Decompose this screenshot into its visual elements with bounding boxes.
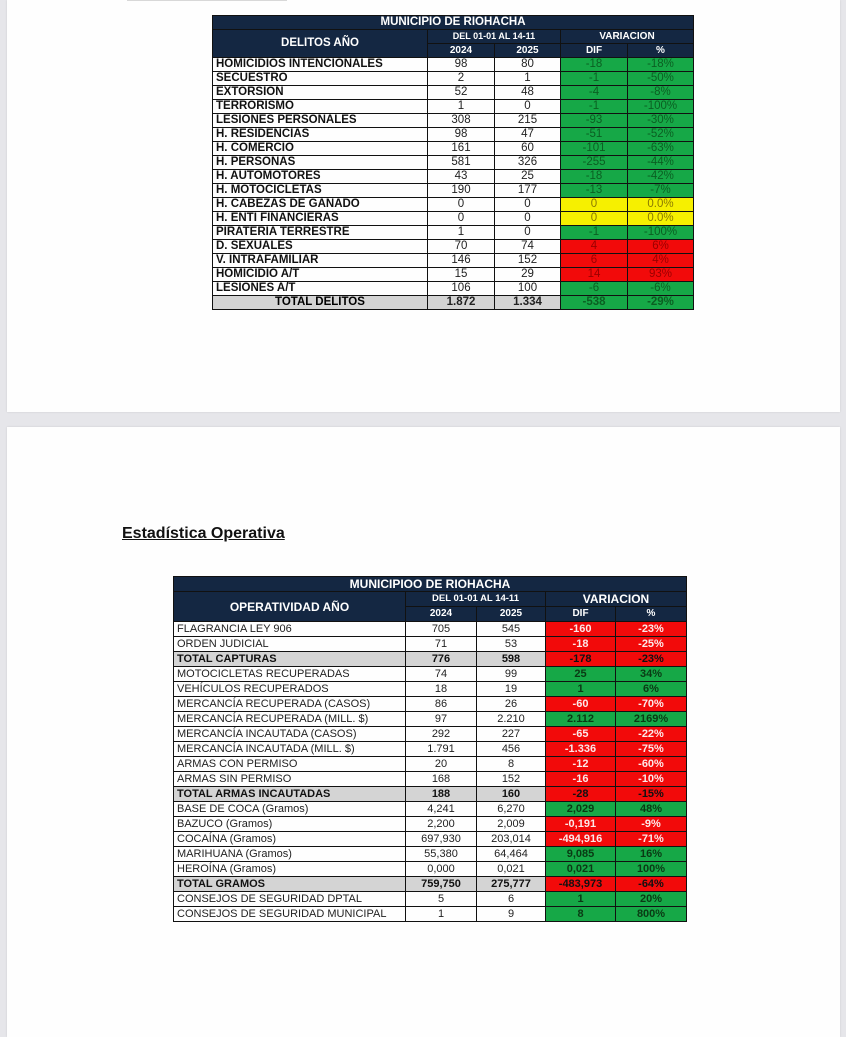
- value-2025: 227: [477, 727, 546, 742]
- value-2024: 18: [406, 682, 477, 697]
- table-row: [213, 100, 694, 114]
- value-dif: -13: [561, 184, 628, 198]
- row-label: TOTAL GRAMOS: [174, 877, 406, 892]
- value-dif: 0: [561, 212, 628, 226]
- value-2024: 86: [406, 697, 477, 712]
- value-2024: 4,241: [406, 802, 477, 817]
- table-row: [213, 170, 694, 184]
- period-header: DEL 01-01 AL 14-11: [406, 592, 546, 607]
- value-dif: 14: [561, 268, 628, 282]
- value-pct: -25%: [616, 637, 687, 652]
- table-row: [213, 58, 694, 72]
- value-2024: 0: [428, 198, 495, 212]
- value-2024: 1.872: [428, 296, 495, 310]
- value-pct: -22%: [616, 727, 687, 742]
- row-label: D. SEXUALES: [213, 240, 428, 254]
- value-2025: 2.210: [477, 712, 546, 727]
- document-page-1: [7, 0, 840, 412]
- table-row: [174, 817, 687, 832]
- table-row: [213, 114, 694, 128]
- table-row: [213, 156, 694, 170]
- table-row: [174, 637, 687, 652]
- value-pct: -70%: [616, 697, 687, 712]
- row-label: MOTOCICLETAS RECUPERADAS: [174, 667, 406, 682]
- table-row: [174, 847, 687, 862]
- col-2024-header: 2024: [428, 44, 495, 58]
- value-2024: 15: [428, 268, 495, 282]
- value-2025: 53: [477, 637, 546, 652]
- value-2024: 168: [406, 772, 477, 787]
- value-pct: 16%: [616, 847, 687, 862]
- table-row: [213, 198, 694, 212]
- value-2024: 55,380: [406, 847, 477, 862]
- value-2024: 70: [428, 240, 495, 254]
- value-2025: 545: [477, 622, 546, 637]
- page-edge-line: [127, 0, 287, 1]
- row-label: CONSEJOS DE SEGURIDAD MUNICIPAL: [174, 907, 406, 922]
- value-2025: 47: [495, 128, 561, 142]
- value-dif: -101: [561, 142, 628, 156]
- table-row: [174, 667, 687, 682]
- value-2025: 152: [477, 772, 546, 787]
- value-2024: 20: [406, 757, 477, 772]
- value-2024: 759,750: [406, 877, 477, 892]
- value-2025: 215: [495, 114, 561, 128]
- value-pct: -52%: [628, 128, 694, 142]
- value-2025: 29: [495, 268, 561, 282]
- row-label: H. RESIDENCIAS: [213, 128, 428, 142]
- value-2024: 697,930: [406, 832, 477, 847]
- total-row: [174, 787, 687, 802]
- row-label: HOMICIDIO A/T: [213, 268, 428, 282]
- value-2025: 177: [495, 184, 561, 198]
- section-heading: Estadística Operativa: [122, 525, 285, 542]
- value-dif: 2,029: [546, 802, 616, 817]
- value-2025: 100: [495, 282, 561, 296]
- table-row: [174, 907, 687, 922]
- table-row: [213, 212, 694, 226]
- value-dif: -483,973: [546, 877, 616, 892]
- value-2025: 26: [477, 697, 546, 712]
- table-row: [213, 282, 694, 296]
- value-pct: 2169%: [616, 712, 687, 727]
- value-2025: 275,777: [477, 877, 546, 892]
- table-title: MUNICIPIO DE RIOHACHA: [213, 16, 694, 30]
- value-2025: 80: [495, 58, 561, 72]
- value-pct: -50%: [628, 72, 694, 86]
- value-dif: -1: [561, 72, 628, 86]
- value-2025: 598: [477, 652, 546, 667]
- value-dif: -12: [546, 757, 616, 772]
- value-2024: 581: [428, 156, 495, 170]
- value-2025: 0,021: [477, 862, 546, 877]
- value-2024: 705: [406, 622, 477, 637]
- period-header: DEL 01-01 AL 14-11: [428, 30, 561, 44]
- table-row: [174, 712, 687, 727]
- value-dif: -255: [561, 156, 628, 170]
- value-2024: 2: [428, 72, 495, 86]
- value-pct: 48%: [616, 802, 687, 817]
- value-dif: -538: [561, 296, 628, 310]
- col-2025-header: 2025: [477, 607, 546, 622]
- row-label: HOMICIDIOS INTENCIONALES: [213, 58, 428, 72]
- value-dif: -28: [546, 787, 616, 802]
- value-pct: -42%: [628, 170, 694, 184]
- value-2024: 188: [406, 787, 477, 802]
- value-2024: 52: [428, 86, 495, 100]
- table-row: [213, 86, 694, 100]
- value-2025: 160: [477, 787, 546, 802]
- variation-header: VARIACION: [561, 30, 694, 44]
- value-dif: -18: [561, 170, 628, 184]
- value-dif: -18: [546, 637, 616, 652]
- value-dif: 2.112: [546, 712, 616, 727]
- table-row: [213, 226, 694, 240]
- value-pct: -63%: [628, 142, 694, 156]
- value-pct: -30%: [628, 114, 694, 128]
- value-pct: -100%: [628, 226, 694, 240]
- value-dif: -1: [561, 100, 628, 114]
- value-2024: 161: [428, 142, 495, 156]
- value-dif: -1.336: [546, 742, 616, 757]
- value-2024: 1: [406, 907, 477, 922]
- value-2024: 43: [428, 170, 495, 184]
- table-row: [174, 742, 687, 757]
- row-label: TOTAL DELITOS: [213, 296, 428, 310]
- col-pct-header: %: [616, 607, 687, 622]
- value-2024: 106: [428, 282, 495, 296]
- value-pct: -6%: [628, 282, 694, 296]
- table-row: [174, 892, 687, 907]
- col-dif-header: DIF: [546, 607, 616, 622]
- row-label: H. COMERCIO: [213, 142, 428, 156]
- value-pct: 20%: [616, 892, 687, 907]
- value-dif: -178: [546, 652, 616, 667]
- value-dif: -65: [546, 727, 616, 742]
- value-2025: 456: [477, 742, 546, 757]
- table-row: [213, 142, 694, 156]
- table-row: [174, 862, 687, 877]
- value-dif: 0,021: [546, 862, 616, 877]
- table-row: [174, 727, 687, 742]
- row-label: PIRATERIA TERRESTRE: [213, 226, 428, 240]
- value-2025: 60: [495, 142, 561, 156]
- value-pct: -10%: [616, 772, 687, 787]
- value-pct: 6%: [616, 682, 687, 697]
- value-2025: 74: [495, 240, 561, 254]
- row-label: EXTORSION: [213, 86, 428, 100]
- row-label: SECUESTRO: [213, 72, 428, 86]
- value-2024: 1: [428, 226, 495, 240]
- value-2024: 71: [406, 637, 477, 652]
- value-pct: -7%: [628, 184, 694, 198]
- row-label: LESIONES PERSONALES: [213, 114, 428, 128]
- table-row: [174, 757, 687, 772]
- value-pct: -8%: [628, 86, 694, 100]
- value-2025: 25: [495, 170, 561, 184]
- value-dif: -0,191: [546, 817, 616, 832]
- value-2024: 1.791: [406, 742, 477, 757]
- row-label: ARMAS CON PERMISO: [174, 757, 406, 772]
- row-label: LESIONES A/T: [213, 282, 428, 296]
- value-dif: 1: [546, 892, 616, 907]
- value-2024: 190: [428, 184, 495, 198]
- value-dif: 0: [561, 198, 628, 212]
- table-row: [174, 622, 687, 637]
- value-pct: -75%: [616, 742, 687, 757]
- table-row: [213, 268, 694, 282]
- operatividad-table: [173, 576, 687, 922]
- value-dif: -60: [546, 697, 616, 712]
- row-label: BASE DE COCA (Gramos): [174, 802, 406, 817]
- row-label: MERCANCÍA RECUPERADA (MILL. $): [174, 712, 406, 727]
- value-2024: 98: [428, 58, 495, 72]
- table-row: [213, 254, 694, 268]
- value-dif: 9,085: [546, 847, 616, 862]
- value-2024: 308: [428, 114, 495, 128]
- value-pct: -44%: [628, 156, 694, 170]
- value-dif: 6: [561, 254, 628, 268]
- total-row: [213, 296, 694, 310]
- row-label: TOTAL ARMAS INCAUTADAS: [174, 787, 406, 802]
- value-2024: 146: [428, 254, 495, 268]
- value-2025: 2,009: [477, 817, 546, 832]
- value-dif: -1: [561, 226, 628, 240]
- value-dif: -494,916: [546, 832, 616, 847]
- row-label: H. ENTI FINANCIERAS: [213, 212, 428, 226]
- value-pct: -64%: [616, 877, 687, 892]
- table-title: MUNICIPIOO DE RIOHACHA: [174, 577, 687, 592]
- value-pct: -100%: [628, 100, 694, 114]
- value-2025: 48: [495, 86, 561, 100]
- value-dif: -51: [561, 128, 628, 142]
- row-label: ORDEN JUDICIAL: [174, 637, 406, 652]
- value-dif: -16: [546, 772, 616, 787]
- document-page-2: [7, 427, 840, 1037]
- total-row: [174, 652, 687, 667]
- total-row: [174, 877, 687, 892]
- col-2025-header: 2025: [495, 44, 561, 58]
- value-dif: -4: [561, 86, 628, 100]
- row-label: MERCANCÍA INCAUTADA (CASOS): [174, 727, 406, 742]
- value-2025: 6,270: [477, 802, 546, 817]
- row-label: MERCANCÍA RECUPERADA (CASOS): [174, 697, 406, 712]
- value-2024: 74: [406, 667, 477, 682]
- row-label: ARMAS SIN PERMISO: [174, 772, 406, 787]
- value-2025: 64,464: [477, 847, 546, 862]
- table-row: [213, 240, 694, 254]
- value-2024: 292: [406, 727, 477, 742]
- table-row: [174, 682, 687, 697]
- col-pct-header: %: [628, 44, 694, 58]
- value-2025: 1: [495, 72, 561, 86]
- value-2025: 0: [495, 212, 561, 226]
- row-label: BAZUCO (Gramos): [174, 817, 406, 832]
- value-2024: 1: [428, 100, 495, 114]
- value-2024: 5: [406, 892, 477, 907]
- col-dif-header: DIF: [561, 44, 628, 58]
- table-row: [174, 697, 687, 712]
- value-dif: 4: [561, 240, 628, 254]
- value-pct: 100%: [616, 862, 687, 877]
- value-2025: 152: [495, 254, 561, 268]
- value-pct: 4%: [628, 254, 694, 268]
- row-label: H. MOTOCICLETAS: [213, 184, 428, 198]
- table-row: [213, 184, 694, 198]
- value-2024: 0: [428, 212, 495, 226]
- value-pct: 800%: [616, 907, 687, 922]
- row-label: COCAÍNA (Gramos): [174, 832, 406, 847]
- delitos-table: [212, 15, 694, 310]
- value-pct: 6%: [628, 240, 694, 254]
- table-row: [174, 772, 687, 787]
- value-2025: 99: [477, 667, 546, 682]
- value-2025: 6: [477, 892, 546, 907]
- row-label: TOTAL CAPTURAS: [174, 652, 406, 667]
- value-pct: -23%: [616, 622, 687, 637]
- value-pct: -60%: [616, 757, 687, 772]
- value-2025: 9: [477, 907, 546, 922]
- row-label: HEROÍNA (Gramos): [174, 862, 406, 877]
- value-pct: -29%: [628, 296, 694, 310]
- value-dif: -18: [561, 58, 628, 72]
- value-dif: -160: [546, 622, 616, 637]
- value-pct: -71%: [616, 832, 687, 847]
- row-header: DELITOS AÑO: [213, 30, 428, 58]
- row-label: H. PERSONAS: [213, 156, 428, 170]
- row-label: FLAGRANCIA LEY 906: [174, 622, 406, 637]
- value-2025: 0: [495, 100, 561, 114]
- value-2025: 203,014: [477, 832, 546, 847]
- value-pct: -23%: [616, 652, 687, 667]
- value-dif: 1: [546, 682, 616, 697]
- table-row: [174, 832, 687, 847]
- value-pct: -9%: [616, 817, 687, 832]
- table-row: [174, 802, 687, 817]
- row-label: H. CABEZAS DE GANADO: [213, 198, 428, 212]
- value-2024: 0,000: [406, 862, 477, 877]
- col-2024-header: 2024: [406, 607, 477, 622]
- row-label: MARIHUANA (Gramos): [174, 847, 406, 862]
- value-dif: 25: [546, 667, 616, 682]
- value-2024: 98: [428, 128, 495, 142]
- value-2025: 8: [477, 757, 546, 772]
- value-dif: 8: [546, 907, 616, 922]
- row-header: OPERATIVIDAD AÑO: [174, 592, 406, 622]
- value-pct: 34%: [616, 667, 687, 682]
- value-2024: 2,200: [406, 817, 477, 832]
- row-label: MERCANCÍA INCAUTADA (MILL. $): [174, 742, 406, 757]
- value-2024: 776: [406, 652, 477, 667]
- row-label: VEHÍCULOS RECUPERADOS: [174, 682, 406, 697]
- value-pct: 0.0%: [628, 198, 694, 212]
- value-2025: 19: [477, 682, 546, 697]
- table-row: [213, 128, 694, 142]
- row-label: V. INTRAFAMILIAR: [213, 254, 428, 268]
- value-dif: -93: [561, 114, 628, 128]
- value-2025: 0: [495, 198, 561, 212]
- value-pct: 0.0%: [628, 212, 694, 226]
- value-2025: 326: [495, 156, 561, 170]
- value-2025: 0: [495, 226, 561, 240]
- value-pct: -15%: [616, 787, 687, 802]
- value-dif: -6: [561, 282, 628, 296]
- row-label: CONSEJOS DE SEGURIDAD DPTAL: [174, 892, 406, 907]
- row-label: TERRORISMO: [213, 100, 428, 114]
- value-pct: 93%: [628, 268, 694, 282]
- value-pct: -18%: [628, 58, 694, 72]
- value-2024: 97: [406, 712, 477, 727]
- table-row: [213, 72, 694, 86]
- variation-header: VARIACION: [546, 592, 687, 607]
- value-2025: 1.334: [495, 296, 561, 310]
- row-label: H. AUTOMOTORES: [213, 170, 428, 184]
